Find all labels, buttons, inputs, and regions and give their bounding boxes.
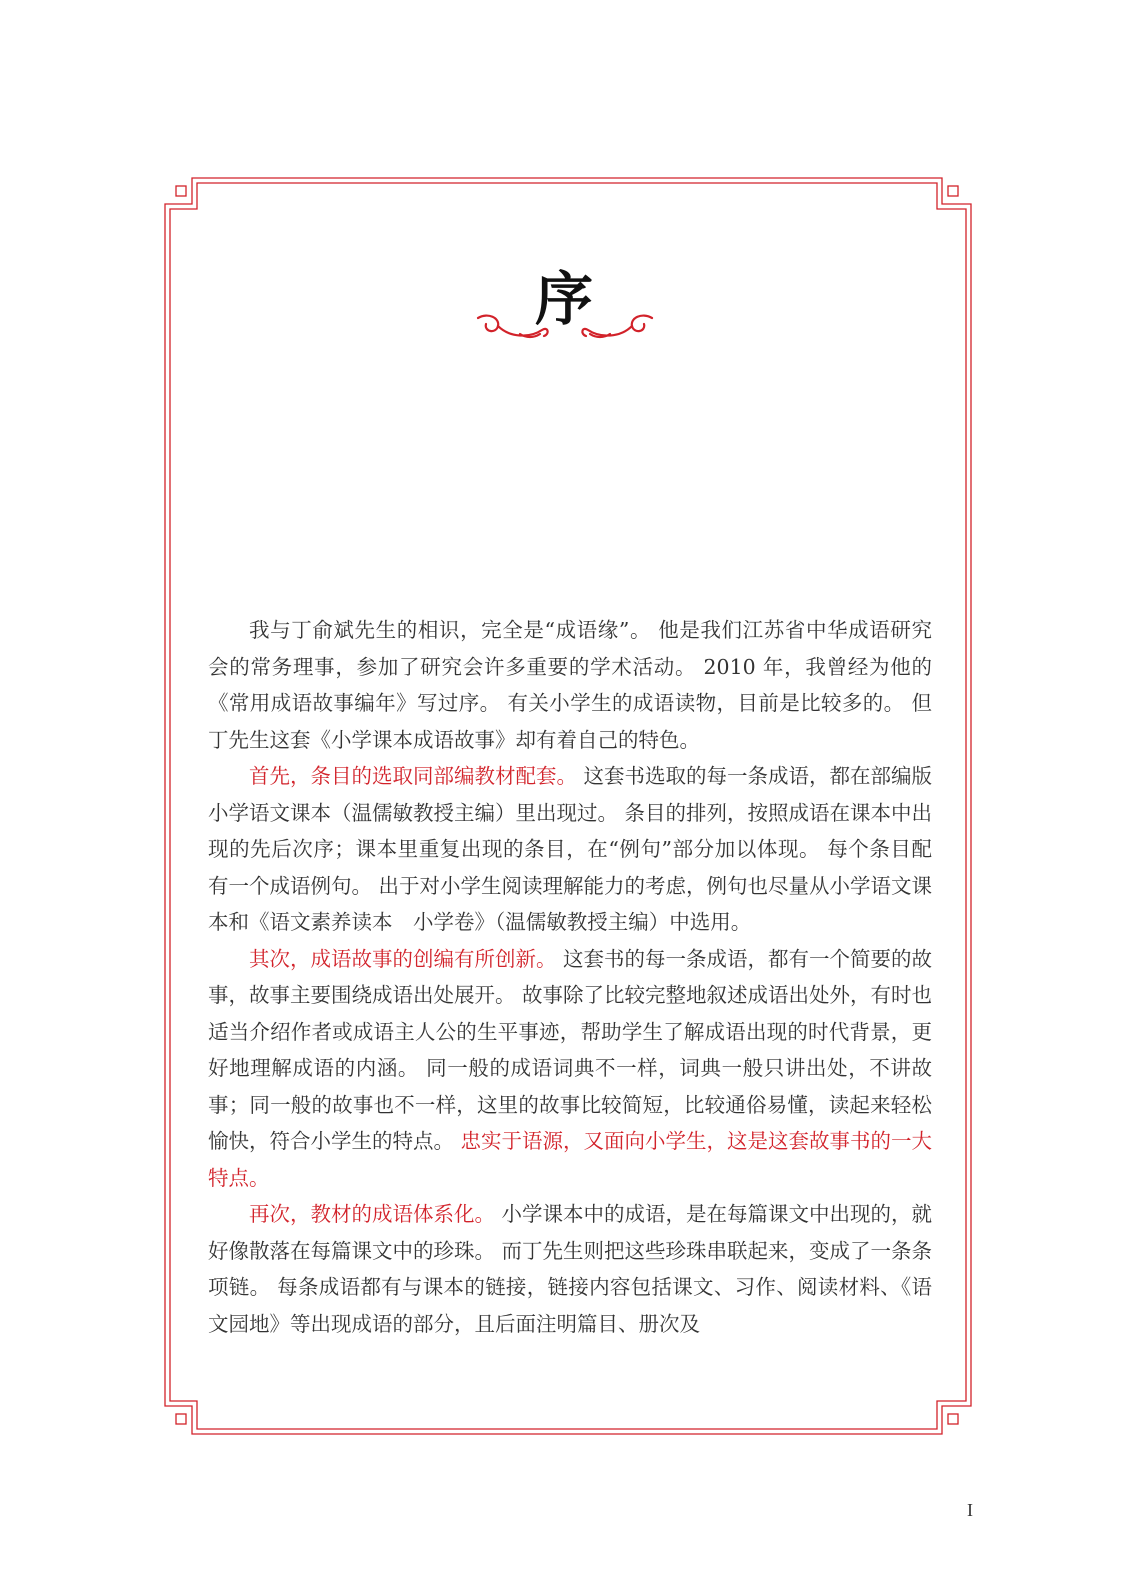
page-number: I (967, 1500, 973, 1520)
paragraph-3-emphasis: 忠实于语源，又面向小学生，这是这套故事书的一大特点。 (208, 1129, 933, 1190)
paragraph-2 (208, 758, 932, 941)
paragraph-2-text: 这套书选取的每一条成语，都在部编版小学语文课本（温儒敏教授主编）里出现过。 条目的排列，按照成语在课本中出现的先后次序；课本里重复出现的条目，在“例句”部分加以体现。 每个条目配有一个成语例句。 出于对小学生阅读理解能力的考虑，例句也尽量从小学语文课本和《语文素养读本 小学卷》（温儒敏教授主编）中选用。 (208, 764, 933, 934)
paragraph-1 (208, 612, 932, 758)
paragraph-4-heading: 再次，教材的成语体系化。 (249, 1202, 495, 1226)
paragraph-1-text: 我与丁俞斌先生的相识，完全是“成语缘”。 他是我们江苏省中华成语研究会的常务理事，参加了研究会许多重要的学术活动。 2010 年，我曾经为他的《常用成语故事编年》写过序。 有关小学生的成语读物，目前是比较多的。 但丁先生这套《小学课本成语故事》却有着自己的特色。 (208, 618, 932, 752)
preface-body (208, 612, 932, 1342)
paragraph-3-heading: 其次，成语故事的创编有所创新。 (249, 946, 557, 971)
paragraph-2-heading: 首先，条目的选取同部编教材配套。 (249, 764, 577, 788)
page-title: 序 (534, 265, 593, 333)
paragraph-3 (208, 941, 932, 1197)
cloud-ornament-icon (470, 308, 660, 344)
paragraph-3-text: 这套书的每一条成语，都有一个简要的故事，故事主要围绕成语出处展开。 故事除了比较完整地叙述成语出处外，有时也适当介绍作者或成语主人公的生平事迹，帮助学生了解成语出现的时代背景，更好地理解成语的内涵。 同一般的成语词典不一样，词典一般只讲出处，不讲故事；同一般的故事也不一样，这里的故事比较简短，比较通俗易懂，读起来轻松愉快，符合小学生的特点。 (208, 946, 933, 1153)
paragraph-4-text: 小学课本中的成语，是在每篇课文中出现的，就好像散落在每篇课文中的珍珠。 而丁先生则把这些珍珠串联起来，变成了一条条项链。 每条成语都有与课本的链接，链接内容包括课文、习作、阅读材料、《语文园地》等出现成语的部分，且后面注明篇目、册次及 (208, 1202, 933, 1336)
paragraph-4 (208, 1196, 932, 1342)
